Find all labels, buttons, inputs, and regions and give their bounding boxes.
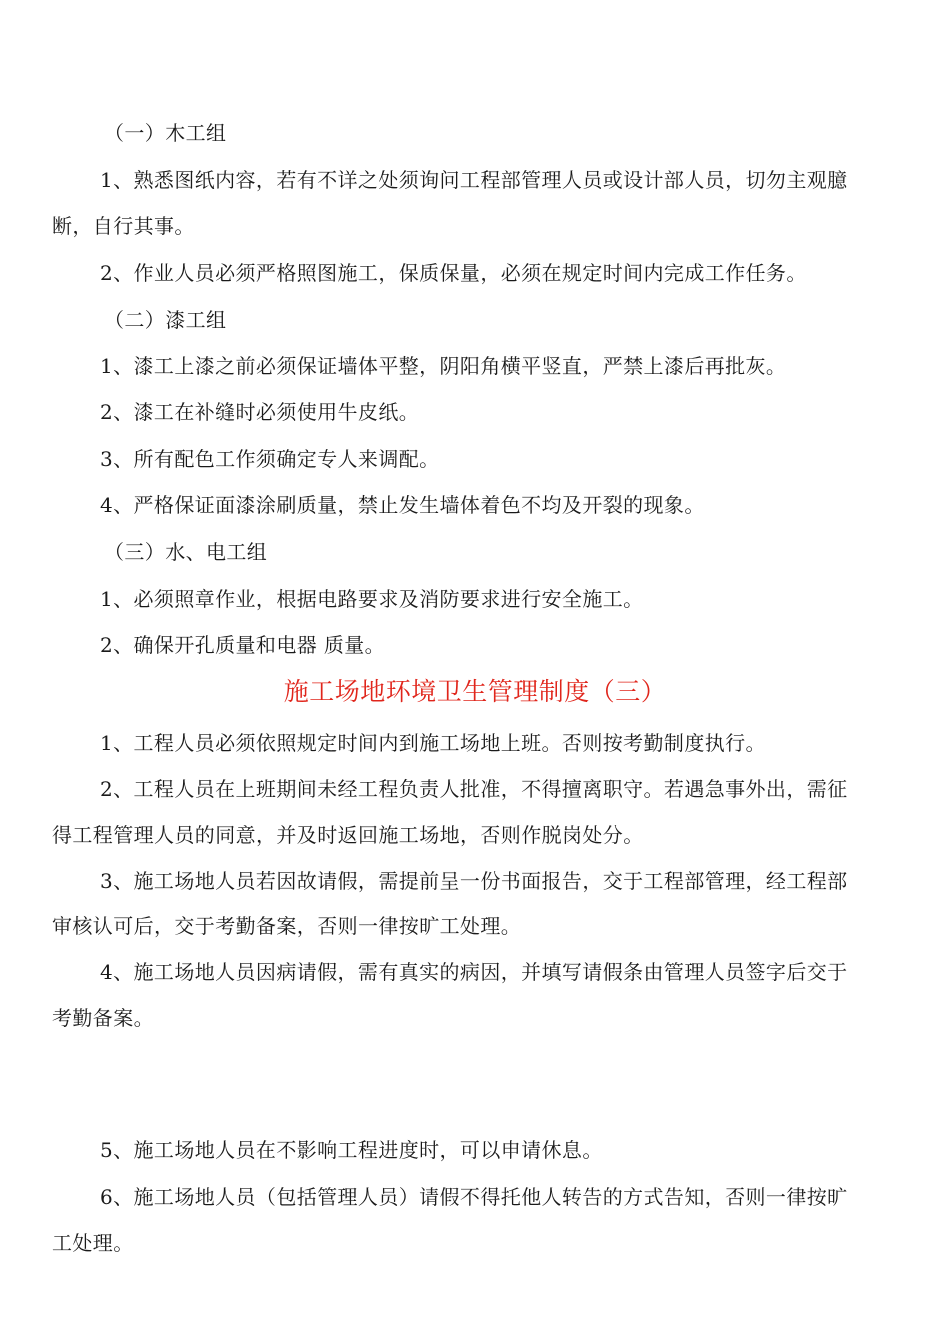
section-heading-plumbing-electrical: （三）水、电工组 — [104, 540, 268, 564]
electrical-item-2: 2、确保开孔质量和电器 质量。 — [100, 633, 386, 657]
rule-4-cont: 考勤备案。 — [52, 1006, 154, 1030]
section-heading-carpentry: （一）木工组 — [104, 121, 227, 145]
electrical-item-1: 1、必须照章作业，根据电路要求及消防要求进行安全施工。 — [100, 587, 644, 611]
painting-item-3: 3、所有配色工作须确定专人来调配。 — [100, 447, 440, 471]
rule-1: 1、工程人员必须依照规定时间内到施工场地上班。否则按考勤制度执行。 — [100, 731, 766, 755]
carpentry-item-2: 2、作业人员必须严格照图施工，保质保量，必须在规定时间内完成工作任务。 — [100, 261, 807, 285]
rule-4: 4、施工场地人员因病请假，需有真实的病因，并填写请假条由管理人员签字后交于 — [100, 960, 848, 984]
rule-2: 2、工程人员在上班期间未经工程负责人批准，不得擅离职守。若遇急事外出，需征 — [100, 777, 848, 801]
document-title: 施工场地环境卫生管理制度（三） — [283, 677, 667, 706]
rule-2-cont: 得工程管理人员的同意，并及时返回施工场地，否则作脱岗处分。 — [52, 823, 644, 847]
rule-5: 5、施工场地人员在不影响工程进度时，可以申请休息。 — [100, 1138, 603, 1162]
rule-6: 6、施工场地人员（包括管理人员）请假不得托他人转告的方式告知，否则一律按旷 — [100, 1185, 848, 1209]
carpentry-item-1-cont: 断，自行其事。 — [52, 214, 195, 238]
rule-3-cont: 审核认可后，交于考勤备案，否则一律按旷工处理。 — [52, 914, 522, 938]
painting-item-4: 4、严格保证面漆涂刷质量，禁止发生墙体着色不均及开裂的现象。 — [100, 493, 705, 517]
rule-6-cont: 工处理。 — [52, 1231, 134, 1255]
section-heading-painting: （二）漆工组 — [104, 308, 227, 332]
painting-item-2: 2、漆工在补缝时必须使用牛皮纸。 — [100, 400, 420, 424]
rule-3: 3、施工场地人员若因故请假，需提前呈一份书面报告，交于工程部管理，经工程部 — [100, 869, 848, 893]
painting-item-1: 1、漆工上漆之前必须保证墙体平整，阴阳角横平竖直，严禁上漆后再批灰。 — [100, 354, 787, 378]
carpentry-item-1: 1、熟悉图纸内容，若有不详之处须询问工程部管理人员或设计部人员，切勿主观臆 — [100, 168, 848, 192]
